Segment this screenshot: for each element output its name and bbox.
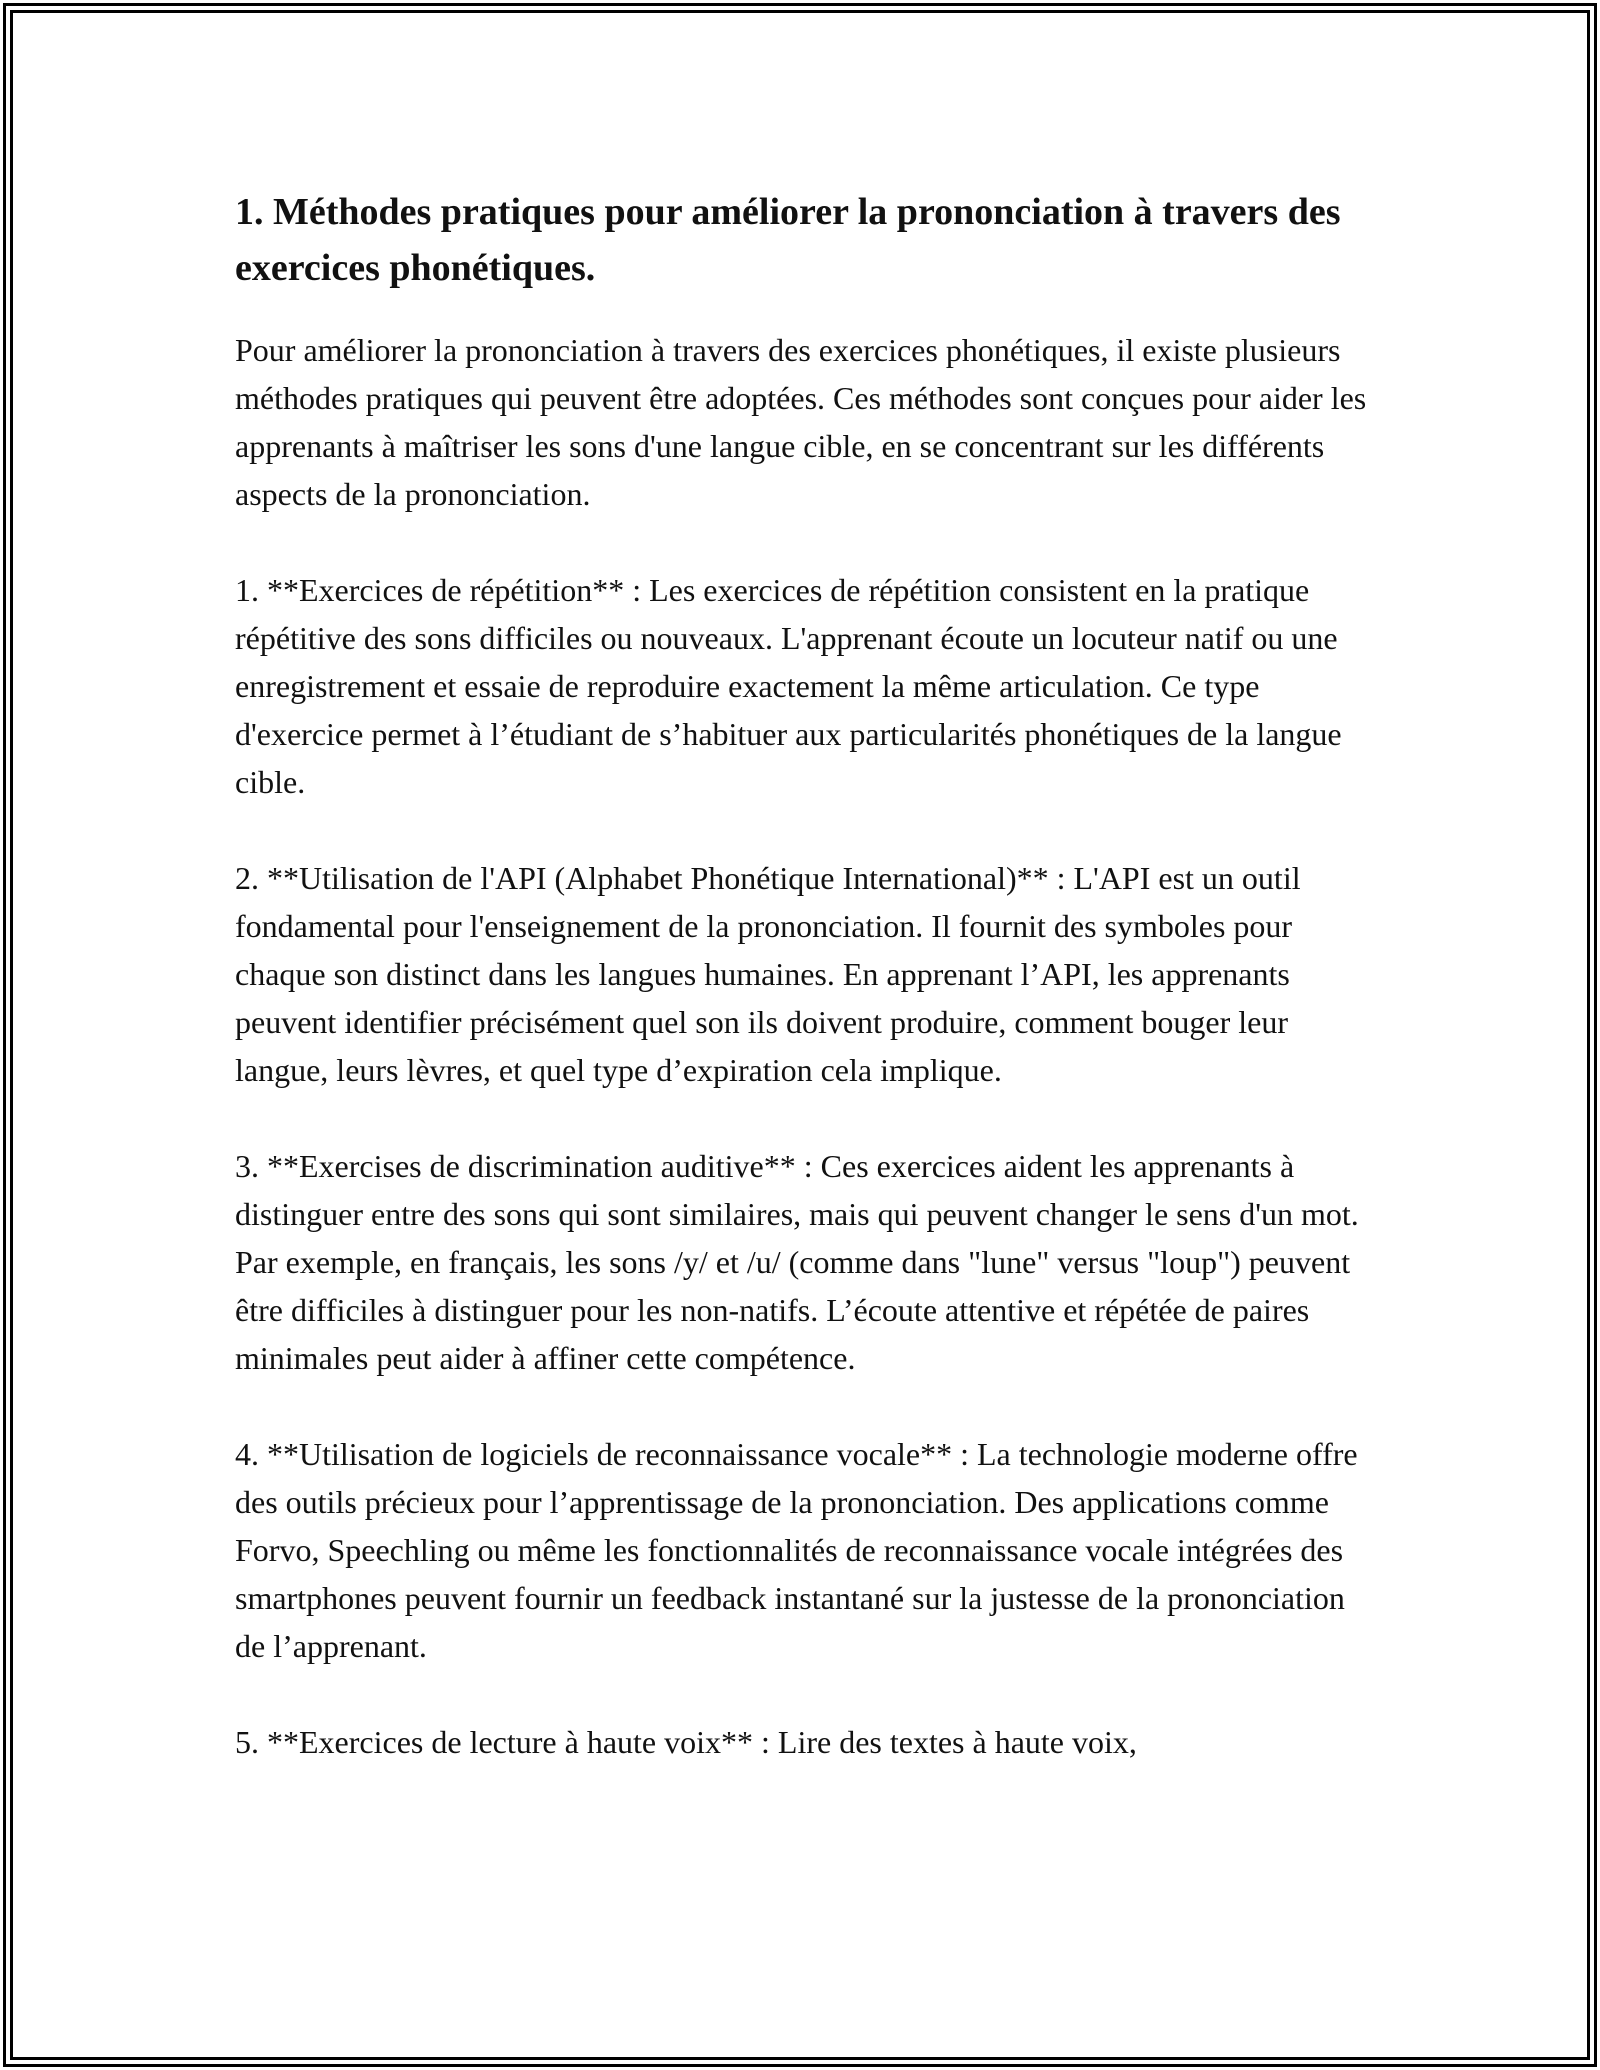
method-5-paragraph: 5. **Exercices de lecture à haute voix** : Lire des textes à haute voix, — [235, 1724, 1137, 1760]
method-3-paragraph: 3. **Exercises de discrimination auditive** : Ces exercices aident les apprenants à distinguer entre des sons qui sont similaires, mais qui peuvent changer le sens d'un mot. Par exemple, en français, les sons /y/ et /u/ (comme dans "lune" versus "loup") peuvent être difficiles à distinguer pour les non-natifs. L’écoute attentive et répétée de paires minimales peut aider à affiner cette compétence. — [235, 1148, 1359, 1376]
method-4-paragraph: 4. **Utilisation de logiciels de reconnaissance vocale** : La technologie moderne offre des outils précieux pour l’apprentissage de la prononciation. Des applications comme Forvo, Speechling ou même les fonctionnalités de reconnaissance vocale intégrées des smartphones peuvent fournir un feedback instantané sur la justesse de la prononciation de l’apprenant. — [235, 1436, 1358, 1664]
document-body — [235, 184, 1375, 1814]
intro-paragraph: Pour améliorer la prononciation à travers des exercices phonétiques, il existe plusieurs méthodes pratiques qui peuvent être adoptées. Ces méthodes sont conçues pour aider les apprenants à maîtriser les sons d'une langue cible, en se concentrant sur les différents aspects de la prononciation. — [235, 332, 1367, 512]
method-2-paragraph: 2. **Utilisation de l'API (Alphabet Phonétique International)** : L'API est un outil fondamental pour l'enseignement de la prononciation. Il fournit des symboles pour chaque son distinct dans les langues humaines. En apprenant l’API, les apprenants peuvent identifier précisément quel son ils doivent produire, comment bouger leur langue, leurs lèvres, et quel type d’expiration cela implique. — [235, 860, 1301, 1088]
method-1-paragraph: 1. **Exercices de répétition** : Les exercices de répétition consistent en la pratique répétitive des sons difficiles ou nouveaux. L'apprenant écoute un locuteur natif ou une enregistrement et essaie de reproduire exactement la même articulation. Ce type d'exercice permet à l’étudiant de s’habituer aux particularités phonétiques de la langue cible. — [235, 572, 1342, 800]
section-heading: 1. Méthodes pratiques pour améliorer la prononciation à travers des exercices phonétiques. — [235, 191, 1341, 289]
